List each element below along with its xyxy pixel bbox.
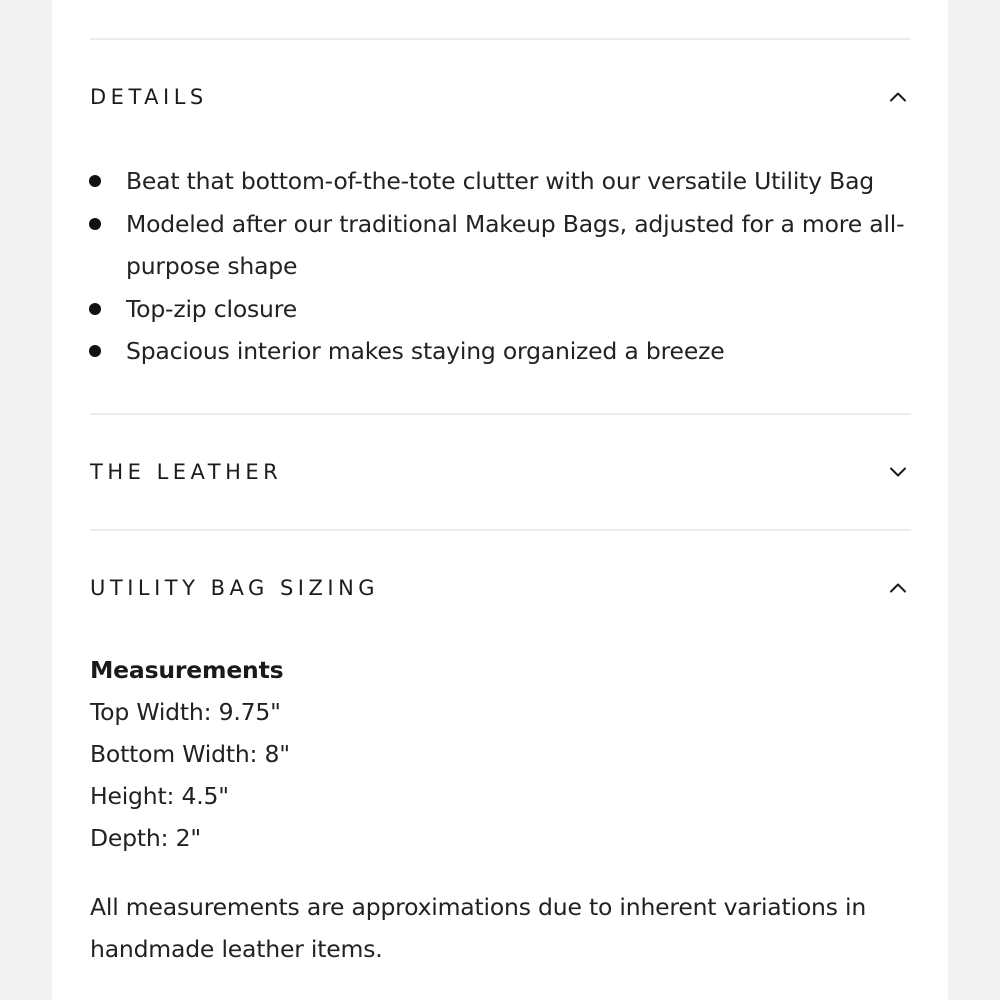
sizing-title: UTILITY BAG SIZING — [90, 575, 380, 600]
bullet-text: Modeled after our traditional Makeup Bags, adjusted for a more all-purpose shape — [126, 209, 905, 280]
measurement-bottom-width: Bottom Width: 8" — [90, 739, 290, 768]
measurement-top-width: Top Width: 9.75" — [90, 697, 281, 726]
details-title: DETAILS — [90, 85, 208, 109]
list-item — [90, 203, 911, 288]
top-spacer — [90, 0, 911, 38]
bullet-dot-icon — [89, 345, 101, 357]
measurement-depth: Depth: 2" — [90, 823, 201, 852]
chevron-down-icon[interactable] — [889, 463, 907, 481]
accordion — [90, 0, 911, 970]
bullet-dot-icon — [89, 218, 101, 230]
measurement-height: Height: 4.5" — [90, 781, 229, 810]
bullet-text: Top-zip closure — [126, 294, 297, 323]
sizing-section — [90, 531, 911, 970]
details-section — [90, 40, 911, 413]
list-item — [90, 330, 911, 373]
bullet-dot-icon — [89, 303, 101, 315]
bullet-dot-icon — [89, 175, 101, 187]
measurements-heading: Measurements — [90, 655, 284, 684]
leather-section — [90, 415, 911, 529]
details-header[interactable] — [90, 40, 911, 154]
chevron-up-icon[interactable] — [889, 579, 907, 597]
leather-header[interactable] — [90, 415, 911, 529]
sizing-header[interactable] — [90, 531, 911, 645]
leather-title: THE LEATHER — [90, 459, 283, 484]
list-item — [90, 288, 911, 331]
details-body — [90, 154, 911, 413]
bullet-text: Spacious interior makes staying organized a breeze — [126, 337, 725, 365]
sizing-body — [90, 645, 911, 970]
details-bullet-list — [90, 160, 911, 373]
chevron-up-icon[interactable] — [889, 88, 907, 106]
measurements-note: All measurements are approximations due to inherent variations in handmade leather items. — [90, 892, 867, 963]
list-item — [90, 160, 911, 203]
bullet-text: Beat that bottom-of-the-tote clutter with our versatile Utility Bag — [126, 167, 874, 195]
